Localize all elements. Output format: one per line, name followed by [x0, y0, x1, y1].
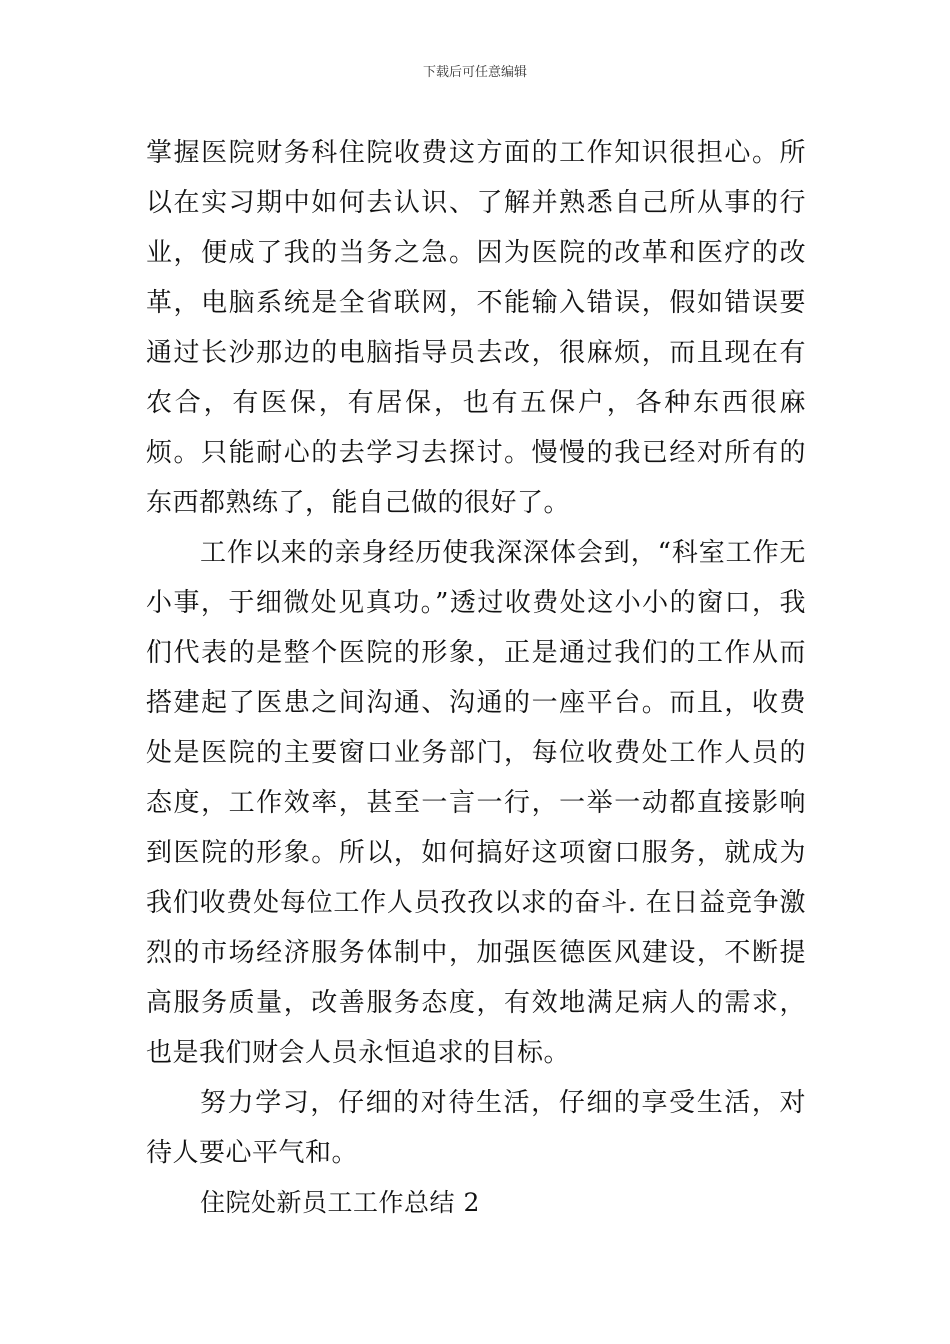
paragraph-2: 工作以来的亲身经历使我深深体会到，“科室工作无小事，于细微处见真功。”透过收费处这小小的窗口，我们代表的是整个医院的形象，正是通过我们的工作从而搭建起了医患之间沟通、沟通的一座平台。而且，收费处是医院的主要窗口业务部门，每位收费处工作人员的态度，工作效率，甚至一言一行，一举一动都直接影响到医院的形象。所以，如何搞好这项窗口服务，就成为我们收费处每位工作人员孜孜以求的奋斗. 在日益竞争激烈的市场经济服务体制中，加强医德医风建设，不断提高服务质量，改善服务态度，有效地满足病人的需求，也是我们财会人员永恒追求的目标。 — [146, 538, 806, 1068]
document-body — [146, 128, 806, 1228]
page-header: 下载后可任意编辑 — [422, 65, 527, 80]
paragraph-1: 掌握医院财务科住院收费这方面的工作知识很担心。所以在实习期中如何去认识、了解并熟悉自己所从事的行业，便成了我的当务之急。因为医院的改革和医疗的改革，电脑系统是全省联网，不能输入错误，假如错误要通过长沙那边的电脑指导员去改，很麻烦，而且现在有农合，有医保，有居保，也有五保户，各种东西很麻烦。只能耐心的去学习去探讨。慢慢的我已经对所有的东西都熟练了，能自己做的很好了。 — [146, 138, 806, 518]
section-heading: 住院处新员工工作总结 2 — [200, 1188, 480, 1217]
paragraph-3: 努力学习，仔细的对待生活，仔细的享受生活，对待人要心平气和。 — [146, 1088, 806, 1168]
